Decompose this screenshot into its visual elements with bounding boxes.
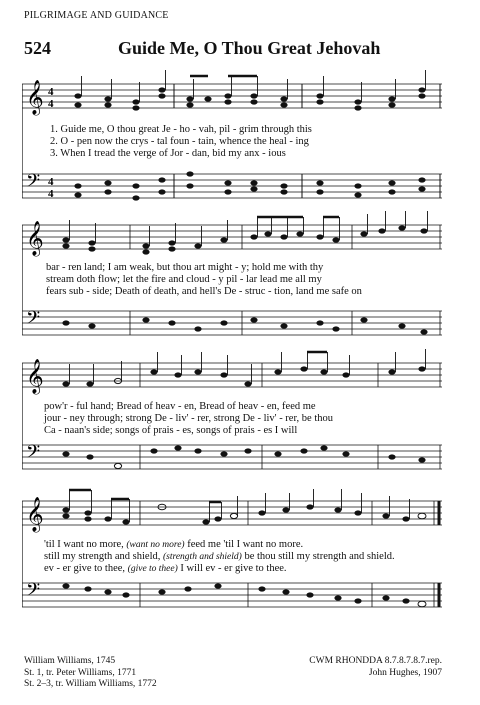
lyric-line: pow'r - ful hand; Bread of heav - en, Bread of heav - en, feed me [44,401,316,412]
credit-line: St. 1, tr. Peter Williams, 1771 [24,667,137,678]
section-heading: PILGRIMAGE AND GUIDANCE [24,10,169,21]
lyric-line: 'til I want no more, (want no more) feed me 'til I want no more. [44,539,304,550]
treble-clef-icon: 𝄞 [26,359,44,394]
lyric-line: bar - ren land; I am weak, but thou art might - y; hold me with thy [46,262,324,273]
text-credits [24,656,157,691]
treble-staff-lines [22,84,442,108]
lyric-line: still my strength and shield, (strength and shield) be thou still my strength and shield. [44,551,395,563]
lyrics-system-3 [44,401,333,438]
bass-clef-icon: 𝄢 [26,308,41,333]
treble-clef-icon: 𝄞 [26,221,44,256]
composer: John Hughes, 1907 [368,667,442,678]
hymn-number: 524 [24,38,51,58]
credit-line: St. 2–3, tr. William Williams, 1772 [24,679,157,689]
lyric-line: ev - er give to thee, (give to thee) I will ev - er give to thee. [44,563,287,575]
svg-text:4: 4 [48,188,54,200]
time-signature: 4 [48,86,54,98]
hymn-title: Guide Me, O Thou Great Jehovah [118,38,381,58]
treble-clef-icon: 𝄞 [26,80,44,115]
svg-text:4: 4 [48,176,54,188]
bass-clef-icon: 𝄢 [26,580,41,605]
credit-line: William Williams, 1745 [24,656,116,666]
lyrics-system-2 [46,262,362,299]
lyrics-system-1 [50,124,312,161]
lyrics-system-4 [44,539,395,576]
lyric-echo: (want no more) [126,540,185,550]
treble-clef-icon: 𝄞 [26,497,44,532]
bass-staff-lines [22,174,442,198]
lyric-line: Ca - naan's side; songs of prais - es, songs of prais - es I will [44,425,298,437]
lyric-line: jour - ney through; strong De - liv' - rer, strong De - liv' - rer, be thou [44,413,333,425]
bass-clef-icon: 𝄢 [26,442,41,467]
lyric-echo: (strength and shield) [163,552,242,563]
bass-clef-icon: 𝄢 [26,171,41,196]
lyric-line: 3. When I tread the verge of Jor - dan, bid my anx - ious [50,148,286,160]
lyric-line: 1. Guide me, O thou great Je - ho - vah, pil - grim through this [50,124,312,135]
tune-name: CWM RHONDDA 8.7.8.7.8.7.rep. [309,656,442,666]
lyric-line: stream doth flow; let the fire and cloud - y pil - lar lead me all my [46,274,322,286]
lyric-line: 2. O - pen now the crys - tal foun - tain, whence the heal - ing [50,136,309,148]
lyric-echo: (give to thee) [127,564,178,575]
svg-text:4: 4 [48,98,54,110]
lyric-line: fears sub - side; Death of death, and hell's De - struc - tion, land me safe on [46,286,362,298]
tune-credits [309,656,442,679]
